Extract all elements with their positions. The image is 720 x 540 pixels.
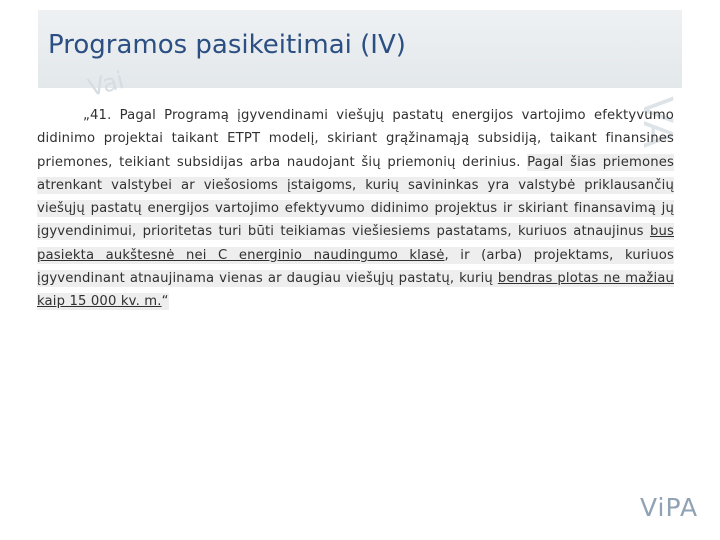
closing-quote: “	[161, 294, 169, 310]
vipa-logo: ViPA	[640, 493, 699, 522]
quoted-paragraph	[37, 104, 674, 314]
slide-title: Programos pasikeitimai (IV)	[48, 30, 406, 60]
highlighted-text-part: Pagal šias priemones atrenkant valstybei ar viešosioms įstaigoms, kurių savininkas yra valstybė priklausančių viešųjų pastatų energijos vartojimo efektyvumo didinimo projektus ir skiriant finansavimą jų įgyvendinimui, prioritetas turi būti teikiamas viešiesiems pastatams, kuriuos atnaujinus	[37, 154, 674, 240]
highlighted-text-part: , ir (arba) projektams, kuriuos įgyvendinant atnaujinama vienas ar daugiau viešųjų pastatų, kurių	[37, 247, 674, 287]
watermark-left: Vai	[85, 66, 127, 102]
underlined-energy-class-text: bus pasiekta aukštesnė nei C energinio naudingumo klasė	[37, 224, 674, 263]
paragraph-plain-text: „41. Pagal Programą įgyvendinami viešųjų pastatų energijos vartojimo efektyvumo didinimo projektai taikant ETPT modelį, skiriant grąžinamąją subsidiją, taikant finansines priemones, teikiant subsidijas arba naudojant šių priemonių derinius.	[37, 108, 674, 170]
underlined-area-text: bendras plotas ne mažiau kaip 15 000 kv. m.	[37, 271, 674, 310]
highlighted-text	[37, 154, 674, 311]
watermark-right: VA	[634, 96, 680, 149]
